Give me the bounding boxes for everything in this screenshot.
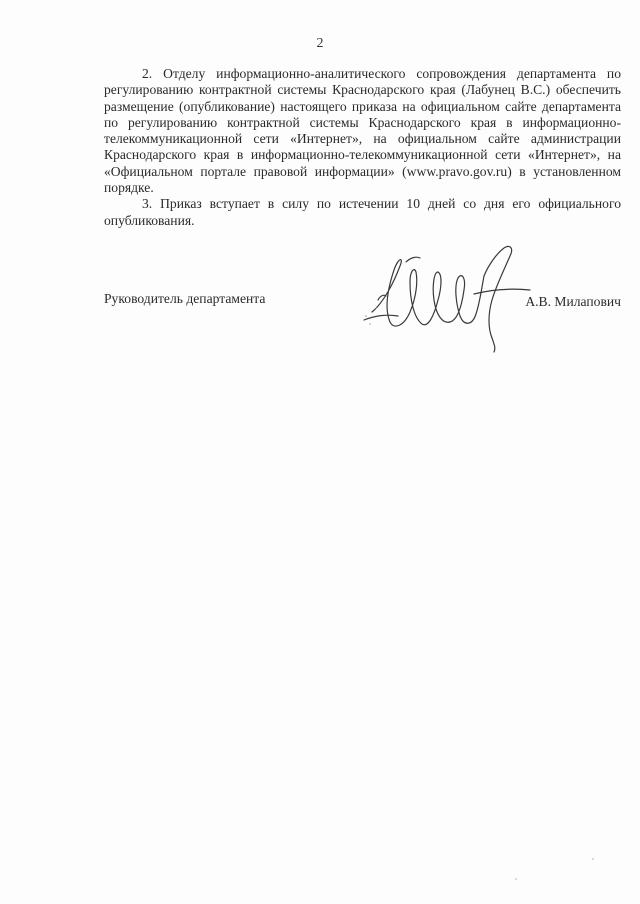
signatory-title: Руководитель департамента xyxy=(104,291,266,306)
paragraph-2: 2. Отделу информационно-аналитического сопровождения департамента по регулированию контрактной системы Краснодарского края (Лабунец В.С.) обеспечить размещение (опубликование) настоящего приказа на официальном сайте департамента по регулированию контрактной системы Краснодарского края в информационно-телекоммуникационной сети «Интернет», на официальном сайте администрации Краснодарского края в информационно-телекоммуникационной сети «Интернет», на «Официальном портале правовой информации» (www.pravo.gov.ru) в установленном порядке. xyxy=(104,66,621,196)
signature-block xyxy=(104,286,621,366)
scan-speck xyxy=(515,878,517,880)
handwritten-signature xyxy=(354,242,544,354)
page-number: 2 xyxy=(316,36,324,51)
scan-speck xyxy=(592,858,594,860)
paragraph-3: 3. Приказ вступает в силу по истечении 10 дней со дня его официального опубликования. xyxy=(104,196,621,228)
signatory-name: А.В. Милапович xyxy=(525,294,621,309)
document-body xyxy=(104,66,621,229)
